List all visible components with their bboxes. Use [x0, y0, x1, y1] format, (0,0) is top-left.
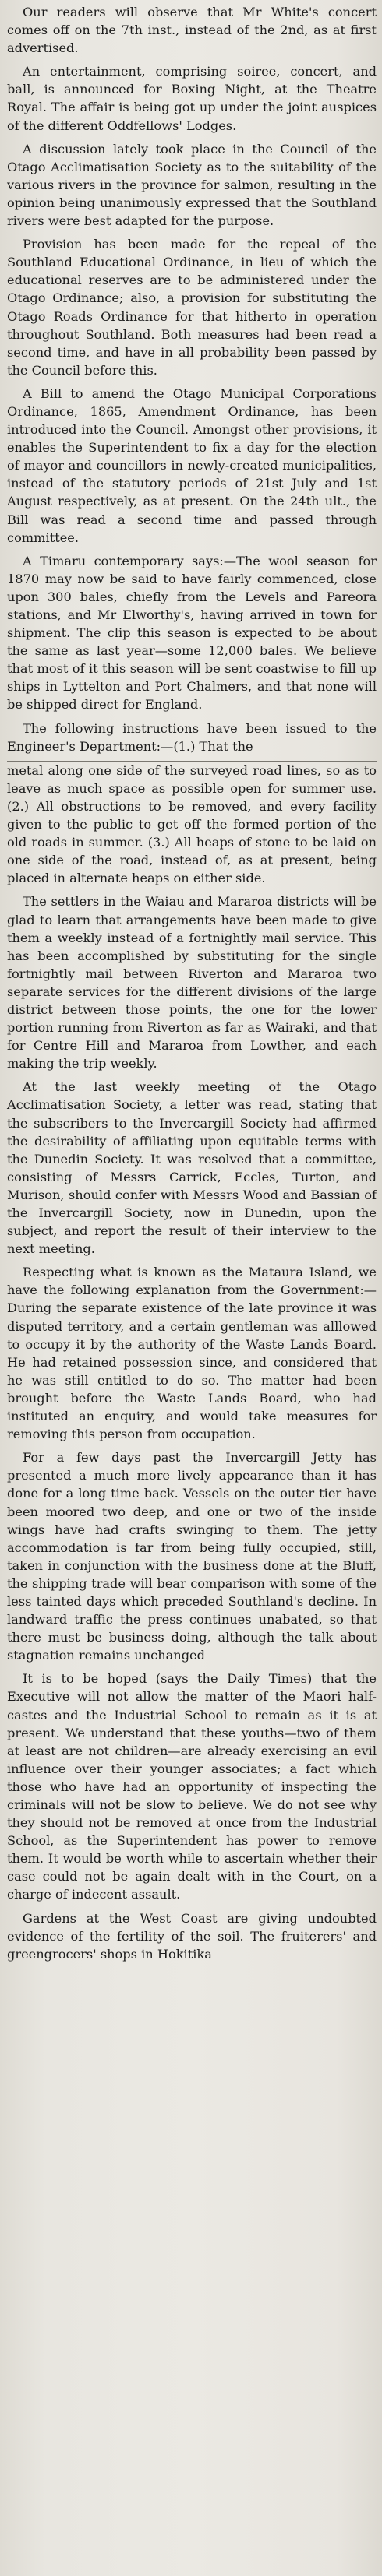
paragraph-concert-notice: Our readers will observe that Mr White's concert comes off on the 7th inst., instead of the 2nd, as at first advertised. [7, 5, 377, 56]
paragraph-waiau-mail-service: The settlers in the Waiau and Mararoa districts will be glad to learn that arrangements have been made to give them a weekly instead of a fortnightly mail service. This has been accomplished by substituting for the single fortnightly mail between Riverton and Mararoa two separate services for the different divisions of the large district between those points, the one for the lower portion running from Riverton as far as Wairaki, and that for Centre Hill and Mararoa from Lowther, and each making the trip weekly. [7, 894, 377, 1072]
paragraph-engineer-instructions: The following instructions have been issued to the Engineer's Department:—(1.) That the [7, 720, 377, 754]
paragraph-educational-ordinance: Provision has been made for the repeal of the Southland Educational Ordinance, in lieu of which the educational reserves are to be administered under the Otago Ordinance; also, a provision for substituting the Otago Roads Ordinance for that hitherto in operation throughout Southland. Both measures had been read a second time, and have in all probability been passed by the Council before this. [7, 237, 377, 378]
paragraph-invercargill-jetty: For a few days past the Invercargill Jetty has presented a much more lively appearance than it has done for a long time back. Vessels on the outer tier have been moored two deep, and one or two of the inside wings have had crafts swinging to them. The jetty accommodation is far from being fully occupied, still, taken in conjunction with the business done at the Bluff, the shipping trade will bear comparison with some of the less tainted days which preceded Southland's decline. In landward traffic the press continues unabated, so that there must be business doing, although the talk about stagnation remains unchanged [7, 1450, 377, 1663]
paragraph-acclimatisation-affiliation: At the last weekly meeting of the Otago Acclimatisation Society, a letter was read, stating that the subscribers to the Invercargill Society had affirmed the desirability of affiliating upon equitable terms with the Dunedin Society. It was resolved that a committee, consisting of Messrs Carrick, Eccles, Turton, and Murison, should confer with Messrs Wood and Bassian of the Invercargill Society, now in Dunedin, upon the subject, and report the result of their interview to the next meeting. [7, 1079, 377, 1257]
paragraph-west-coast-gardens: Gardens at the West Coast are giving undoubted evidence of the fertility of the soil. The fruiterers' and greengrocers' shops in Hokitika [7, 1910, 377, 1962]
paragraph-mataura-island: Respecting what is known as the Mataura Island, we have the following explanation from the Government:—During the separate existence of the late province it was disputed territory, and a certain gentleman was alllowed to occupy it by the authority of the Waste Lands Board. He had retained possession since, and considered that he was still entitled to do so. The matter had been brought before the Waste Lands Board, who had instituted an enquiry, and would take measures for removing this person from occupation. [7, 1265, 377, 1442]
paragraph-road-metal-continuation: metal along one side of the surveyed road lines, so as to leave as much space as possible open for summer use. (2.) All obstructions to be removed, and every facility given to the public to get off the formed portion of the old roads in summer. (3.) All heaps of stone to be laid on one side of the road, instead of, as at present, being placed in alternate heaps on either side. [7, 762, 377, 886]
paragraph-timaru-wool-season: A Timaru contemporary says:—The wool season for 1870 may now be said to have fairly commenced, close upon 300 bales, chiefly from the Levels and Pareora stations, and Mr Elworthy's, having arrived in town for shipment. The clip this season is expected to be about the same as last year—some 12,000 bales. We believe that most of it this season will be sent coastwise to fill up ships in Lyttelton and Port Chalmers, and that none will be shipped direct for England. [7, 553, 377, 713]
paragraph-maori-half-castes: It is to be hoped (says the Daily Times) that the Executive will not allow the matter of the Maori half-castes and the Industrial School to remain as it is at present. We understand that these youths—two of them at least are not children—are already exercising an evil influence over their younger associates; a fact which those who have had an opportunity of inspecting the criminals will not be slow to believe. We do not see why they should not be removed at once from the Industrial School, as the Superintendent has power to remove them. It would be worth while to ascertain whether their case could not be again dealt with in the Court, on a charge of indecent assault. [7, 1671, 377, 1902]
paragraph-municipal-bill: A Bill to amend the Otago Municipal Corporations Ordinance, 1865, Amendment Ordinance, has been introduced into the Council. Amongst other provisions, it enables the Superintendent to fix a day for the election of mayor and councillors in newly-created municipalities, instead of the statutory periods of 21st July and 1st August respectively, as at present. On the 24th ult., the Bill was read a second time and passed through committee. [7, 385, 377, 545]
paragraph-acclimatisation-salmon: A discussion lately took place in the Council of the Otago Acclimatisation Society as to the suitability of the various rivers in the province for salmon, resulting in the opinion being unanimously expressed that the Southland rivers were best adapted for the purpose. [7, 141, 377, 229]
paragraph-boxing-night-entertainment: An entertainment, comprising soiree, concert, and ball, is announced for Boxing Night, at the Theatre Royal. The affair is being got up under the joint auspices of the different Oddfellows' Lodges. [7, 64, 377, 133]
